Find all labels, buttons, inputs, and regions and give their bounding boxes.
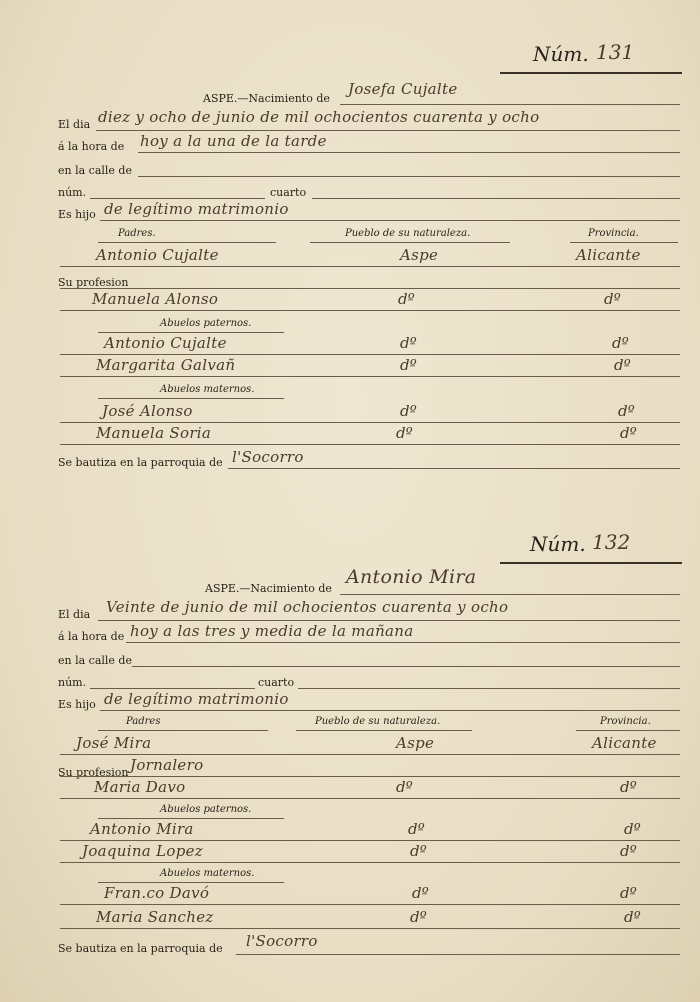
madre-pueblo: dº: [396, 778, 413, 796]
number-underline: [500, 562, 682, 564]
calle-line: [138, 176, 680, 177]
padre-line: [60, 266, 680, 267]
ab-mat-1-pueblo: dº: [412, 884, 429, 902]
paternos-head-line: [98, 818, 284, 819]
hijo-value: de legítimo matrimonio: [104, 200, 289, 218]
hora-label: á la hora de: [58, 630, 125, 643]
padre-pueblo: Aspe: [400, 246, 439, 264]
ab-pat-1-pueblo: dº: [400, 334, 417, 352]
ab-mat-1-prov: dº: [618, 402, 635, 420]
dia-line: [98, 620, 680, 621]
hijo-label: Es hijo: [58, 208, 96, 221]
hora-label: á la hora de: [58, 140, 125, 153]
maternos-label: Abuelos maternos.: [160, 868, 255, 879]
ab-mat-1-line: [60, 422, 680, 423]
ab-mat-1-prov: dº: [620, 884, 637, 902]
padres-head-line: [98, 730, 268, 731]
dia-line: [96, 130, 680, 131]
ab-pat-2-prov: dº: [614, 356, 631, 374]
record-number-value: 131: [596, 40, 635, 64]
record-number-label: Núm.: [530, 532, 586, 556]
bautiza-label: Se bautiza en la parroquia de: [58, 942, 223, 955]
ab-mat-1: Fran.co Davó: [104, 884, 210, 902]
calle-line: [132, 666, 680, 667]
num-field-label: núm.: [58, 676, 87, 689]
profesion-label: Su profesion: [58, 766, 129, 779]
profesion-value: Jornalero: [130, 756, 204, 774]
hijo-value: de legítimo matrimonio: [104, 690, 289, 708]
ab-pat-2: Joaquina Lopez: [82, 842, 203, 860]
madre-line: [60, 798, 680, 799]
pueblo-label: Pueblo de su naturaleza.: [345, 228, 471, 239]
madre-provincia: dº: [604, 290, 621, 308]
ab-pat-2-line: [60, 376, 680, 377]
pueblo-label: Pueblo de su naturaleza.: [315, 716, 441, 727]
maternos-label: Abuelos maternos.: [160, 384, 255, 395]
provincia-label: Provincia.: [588, 228, 639, 239]
ab-mat-2-prov: dº: [624, 908, 641, 926]
padre-line: [60, 754, 680, 755]
dia-label: El dia: [58, 608, 91, 621]
padre-provincia: Alicante: [576, 246, 641, 264]
ab-pat-1-prov: dº: [612, 334, 629, 352]
padre-name: Antonio Cujalte: [96, 246, 219, 264]
ab-mat-2-pueblo: dº: [410, 908, 427, 926]
paternos-label: Abuelos paternos.: [160, 318, 252, 329]
cuarto-line: [312, 198, 680, 199]
name-line: [340, 104, 680, 105]
padre-pueblo: Aspe: [396, 734, 435, 752]
madre-name: Manuela Alonso: [92, 290, 219, 308]
maternos-head-line: [98, 398, 284, 399]
cuarto-line: [298, 688, 680, 689]
dia-value: diez y ocho de junio de mil ochocientos cuarenta y ocho: [98, 108, 540, 126]
padres-head-line: [98, 242, 276, 243]
record-number-value: 132: [592, 530, 631, 554]
profesion-label: Su profesion: [58, 276, 129, 289]
profesion-line: [60, 776, 680, 777]
ab-mat-1-pueblo: dº: [400, 402, 417, 420]
ab-pat-2-pueblo: dº: [400, 356, 417, 374]
prov-head-line: [570, 242, 678, 243]
ab-pat-2-line: [60, 862, 680, 863]
num-line: [90, 198, 265, 199]
ab-mat-1-line: [60, 904, 680, 905]
ab-mat-1: José Alonso: [102, 402, 193, 420]
hora-value: hoy a las tres y media de la mañana: [130, 622, 414, 640]
bautiza-label: Se bautiza en la parroquia de: [58, 456, 223, 469]
bautiza-value: l'Socorro: [232, 448, 304, 466]
madre-pueblo: dº: [398, 290, 415, 308]
number-underline: [500, 72, 682, 74]
paternos-head-line: [98, 332, 284, 333]
cuarto-label: cuarto: [270, 186, 307, 199]
paternos-label: Abuelos paternos.: [160, 804, 252, 815]
num-field-label: núm.: [58, 186, 87, 199]
ab-pat-2-pueblo: dº: [410, 842, 427, 860]
ab-pat-1-prov: dº: [624, 820, 641, 838]
ab-pat-1: Antonio Mira: [90, 820, 194, 838]
ab-pat-1-pueblo: dº: [408, 820, 425, 838]
hijo-line: [100, 220, 680, 221]
ab-mat-2-prov: dº: [620, 424, 637, 442]
bautiza-value: l'Socorro: [246, 932, 318, 950]
prov-head-line: [576, 730, 680, 731]
maternos-head-line: [98, 882, 284, 883]
hora-line: [126, 642, 680, 643]
name-line: [340, 594, 680, 595]
ab-mat-2-pueblo: dº: [396, 424, 413, 442]
madre-line: [60, 310, 680, 311]
padre-provincia: Alicante: [592, 734, 657, 752]
ab-pat-1: Antonio Cujalte: [104, 334, 227, 352]
header-label: ASPE.—Nacimiento de: [205, 582, 332, 595]
padre-name: José Mira: [76, 734, 152, 752]
record-number-label: Núm.: [533, 42, 589, 66]
ab-pat-1-line: [60, 840, 680, 841]
cuarto-label: cuarto: [258, 676, 295, 689]
hora-value: hoy a la una de la tarde: [140, 132, 327, 150]
pueblo-head-line: [296, 730, 472, 731]
ab-pat-2: Margarita Galvañ: [96, 356, 236, 374]
header-label: ASPE.—Nacimiento de: [203, 92, 330, 105]
ab-mat-2-line: [60, 444, 680, 445]
provincia-label: Provincia.: [600, 716, 651, 727]
ab-pat-1-line: [60, 354, 680, 355]
hora-line: [138, 152, 680, 153]
ab-pat-2-prov: dº: [620, 842, 637, 860]
padres-label: Padres.: [118, 228, 156, 239]
dia-value: Veinte de junio de mil ochocientos cuarenta y ocho: [106, 598, 509, 616]
hijo-line: [100, 710, 680, 711]
pueblo-head-line: [310, 242, 510, 243]
ab-mat-2-line: [60, 928, 680, 929]
profesion-line: [60, 288, 680, 289]
child-name: Antonio Mira: [346, 566, 477, 588]
padres-label: Padres: [126, 716, 161, 727]
num-line: [90, 688, 255, 689]
madre-name: Maria Davo: [94, 778, 186, 796]
madre-provincia: dº: [620, 778, 637, 796]
ab-mat-2: Manuela Soria: [96, 424, 212, 442]
ab-mat-2: Maria Sanchez: [96, 908, 214, 926]
bautiza-line: [228, 468, 680, 469]
calle-label: en la calle de: [58, 164, 132, 177]
calle-label: en la calle de: [58, 654, 132, 667]
hijo-label: Es hijo: [58, 698, 96, 711]
dia-label: El dia: [58, 118, 91, 131]
child-name: Josefa Cujalte: [348, 80, 458, 98]
bautiza-line: [236, 954, 680, 955]
